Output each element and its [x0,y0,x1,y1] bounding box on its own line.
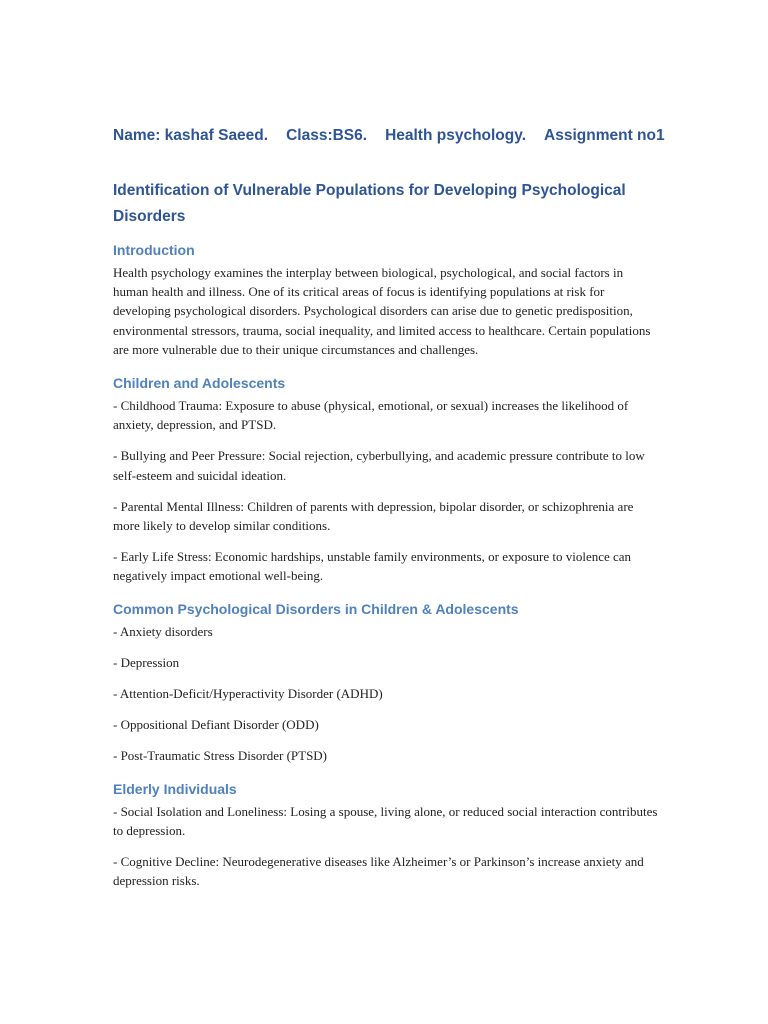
list-item: - Cognitive Decline: Neurodegenerative diseases like Alzheimer’s or Parkinson’s increase anxiety and depression risks. [113,854,644,889]
subject-name: Health psychology. [385,127,527,144]
document-page [113,124,665,890]
list-item: - Social Isolation and Loneliness: Losing a spouse, living alone, or reduced social interaction contributes to depression. [113,803,658,838]
list-item: - Oppositional Defiant Disorder (ODD) [113,717,319,733]
introduction-text: Health psychology examines the interplay between biological, psychological, and social factors in human health and illness. One of its critical areas of focus is identifying populations at risk for developing psychological disorders. Psychological disorders can arise due to genetic predisposition, environmental stressors, trauma, social inequality, and limited access to healthcare. Certain populations are more vulnerable due to their unique circumstances and challenges. [113,265,651,357]
list-item: - Post-Traumatic Stress Disorder (PTSD) [113,748,328,764]
introduction-heading: Introduction [113,242,195,258]
assignment-number: Assignment no1 [544,127,665,144]
list-item: - Childhood Trauma: Exposure to abuse (physical, emotional, or sexual) increases the likelihood of anxiety, depression, and PTSD. [113,398,629,433]
list-item: - Depression [113,654,180,670]
list-item: - Early Life Stress: Economic hardships, unstable family environments, or exposure to violence can negatively impact emotional well-being. [113,549,632,584]
list-item: - Anxiety disorders [113,623,213,639]
elderly-heading: Elderly Individuals [113,780,237,797]
list-item: - Attention-Deficit/Hyperactivity Disorder (ADHD) [113,686,383,702]
header-line [113,124,665,148]
student-name: Name: kashaf Saeed. [113,127,269,144]
children-heading: Children and Adolescents [113,375,286,392]
disorders-heading: Common Psychological Disorders in Children & Adolescents [113,600,519,617]
student-class: Class:BS6. [286,127,368,144]
document-title: Identification of Vulnerable Populations for Developing Psychological Disorders [113,182,626,225]
list-item: - Parental Mental Illness: Children of parents with depression, bipolar disorder, or schizophrenia are more likely to develop similar conditions. [113,498,634,534]
list-item: - Bullying and Peer Pressure: Social rejection, cyberbullying, and academic pressure contribute to low self-esteem and suicidal ideation. [113,448,645,483]
